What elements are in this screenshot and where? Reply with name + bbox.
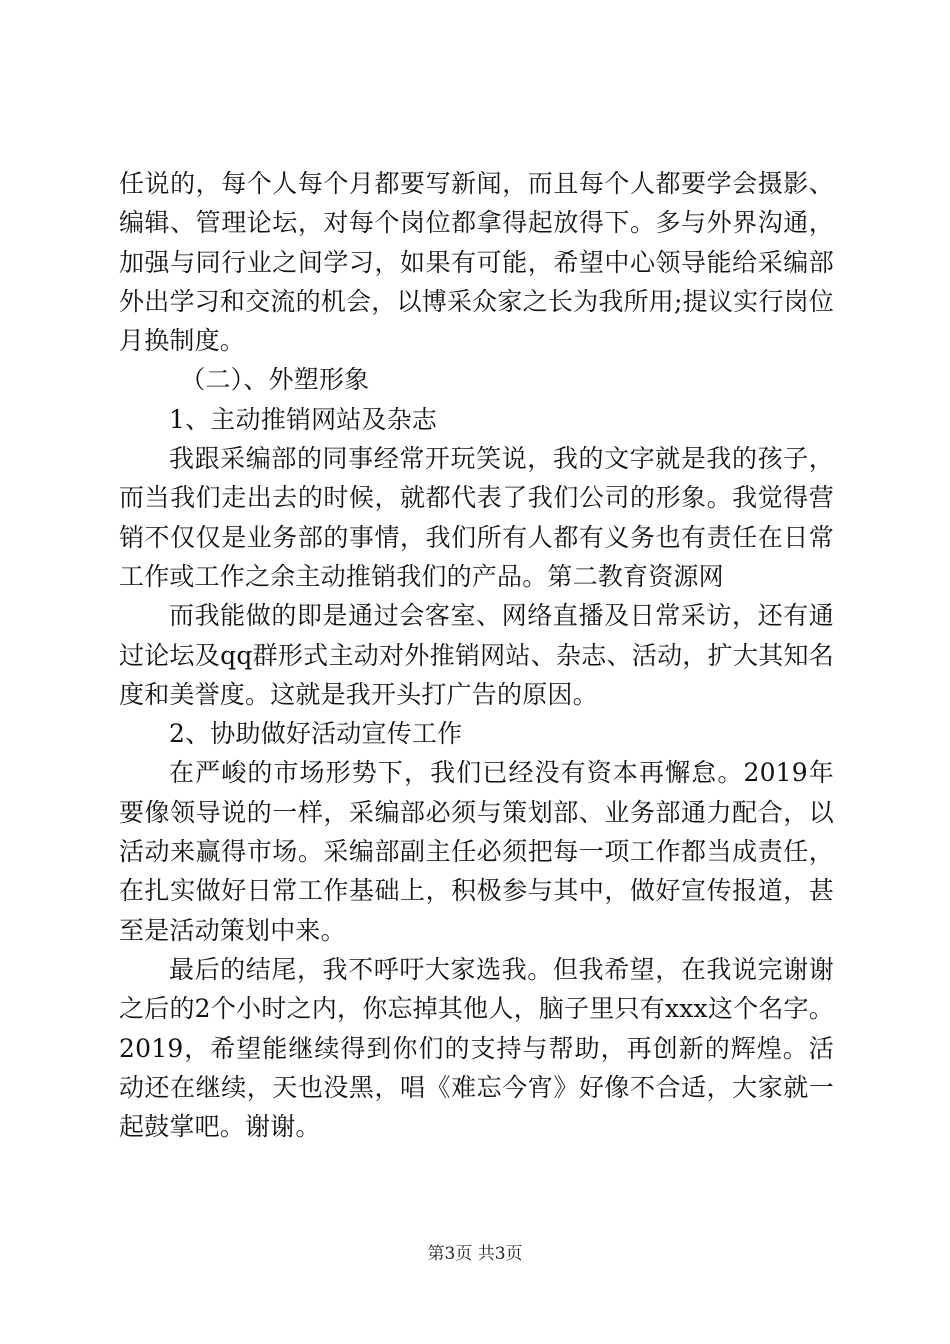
paragraph-market-situation: 在严峻的市场形势下，我们已经没有资本再懈怠。2019年要像领导说的一样，采编部必须与策划部、业务部通力配合，以活动来赢得市场。采编部副主任必须把每一项工作都当成责任，在扎实做好日常工作基础上，积极参与其中，做好宣传报道，甚至是活动策划中来。	[119, 758, 834, 945]
paragraph-company-image: 我跟采编部的同事经常开玩笑说，我的文字就是我的孩子，而当我们走出去的时候，就都代表了我们公司的形象。我觉得营销不仅仅是业务部的事情，我们所有人都有义务也有责任在日常工作或工作之余主动推销我们的产品。第二教育资源网	[119, 444, 834, 591]
paragraph-closing: 最后的结尾，我不呼吁大家选我。但我希望，在我说完谢谢之后的2个小时之内，你忘掉其他人，脑子里只有xxx这个名字。2019，希望能继续得到你们的支持与帮助，再创新的辉煌。活动还在继续，天也没黑，唱《难忘今宵》好像不合适，大家就一起鼓掌吧。谢谢。	[119, 954, 834, 1142]
paragraph-promotion-channels: 而我能做的即是通过会客室、网络直播及日常采访，还有通过论坛及qq群形式主动对外推销网站、杂志、活动，扩大其知名度和美誉度。这就是我开头打广告的原因。	[119, 601, 834, 709]
page-footer: 第3页 共3页	[427, 1244, 523, 1264]
subheading-promote-website: 1、主动推销网站及杂志	[169, 404, 438, 434]
paragraph-continued: 任说的，每个人每个月都要写新闻，而且每个人都要学会摄影、编辑、管理论坛，对每个岗位都拿得起放得下。多与外界沟通，加强与同行业之间学习，如果有可能，希望中心领导能给采编部外出学习和交流的机会，以博采众家之长为我所用;提议实行岗位月换制度。	[119, 169, 834, 356]
section-heading-external-image: （二）、外塑形象	[180, 365, 370, 395]
document-body	[119, 164, 834, 1146]
subheading-activity-publicity: 2、协助做好活动宣传工作	[169, 719, 463, 749]
